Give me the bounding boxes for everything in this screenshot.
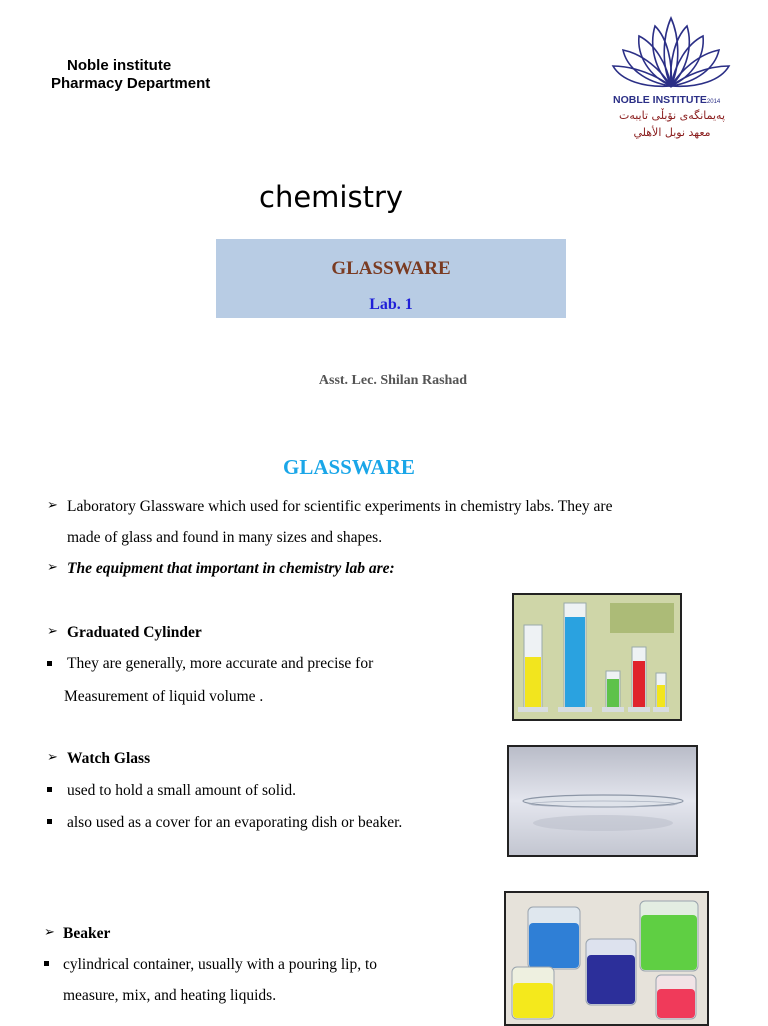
beakers-photo <box>504 891 709 1026</box>
title-box <box>216 239 566 318</box>
arrow-bullet-icon: ➢ <box>47 559 58 574</box>
item-bullet: Measurement of liquid volume . <box>64 688 264 705</box>
arrow-bullet-icon: ➢ <box>44 924 55 939</box>
arrow-bullet-icon: ➢ <box>47 749 58 764</box>
item-bullet: cylindrical container, usually with a pouring lip, to <box>63 956 378 973</box>
item-name-graduated-cylinder: Graduated Cylinder <box>67 624 202 641</box>
department-name: Pharmacy Department <box>51 75 211 92</box>
square-bullet-icon <box>47 661 52 666</box>
institute-logo <box>606 14 736 144</box>
item-bullet: used to hold a small amount of solid. <box>67 782 297 799</box>
item-name-beaker: Beaker <box>63 925 111 942</box>
square-bullet-icon <box>47 787 52 792</box>
logo-name-en: NOBLE INSTITUTE <box>613 94 707 106</box>
author: Asst. Lec. Shilan Rashad <box>318 373 468 388</box>
square-bullet-icon <box>44 961 49 966</box>
intro-line-2: made of glass and found in many sizes and shapes. <box>67 529 383 546</box>
lotus-icon <box>609 14 733 88</box>
logo-year: 2014 <box>706 99 721 105</box>
watch-glass-photo <box>507 745 698 857</box>
subject-title: chemistry <box>259 180 404 214</box>
intro-line-1: Laboratory Glassware which used for scientific experiments in chemistry labs. They are <box>67 498 613 515</box>
arrow-bullet-icon: ➢ <box>47 623 58 638</box>
item-bullet: also used as a cover for an evaporating dish or beaker. <box>67 814 403 831</box>
equipment-intro: The equipment that important in chemistry lab are: <box>67 560 395 577</box>
title-box-subtitle: Lab. 1 <box>369 296 413 313</box>
logo-name-ku: پەیمانگەی نۆبڵی تایبەت <box>618 109 726 122</box>
institute-name: Noble institute <box>67 57 172 74</box>
arrow-bullet-icon: ➢ <box>47 497 58 512</box>
item-bullet: They are generally, more accurate and precise for <box>67 655 374 672</box>
logo-name-ar: معهد نوبل الأهلي <box>633 126 711 139</box>
graduated-cylinders-photo <box>512 593 682 721</box>
item-bullet: measure, mix, and heating liquids. <box>63 987 277 1004</box>
title-box-title: GLASSWARE <box>331 258 451 279</box>
item-name-watch-glass: Watch Glass <box>67 750 151 767</box>
section-heading: GLASSWARE <box>283 455 415 479</box>
square-bullet-icon <box>47 819 52 824</box>
